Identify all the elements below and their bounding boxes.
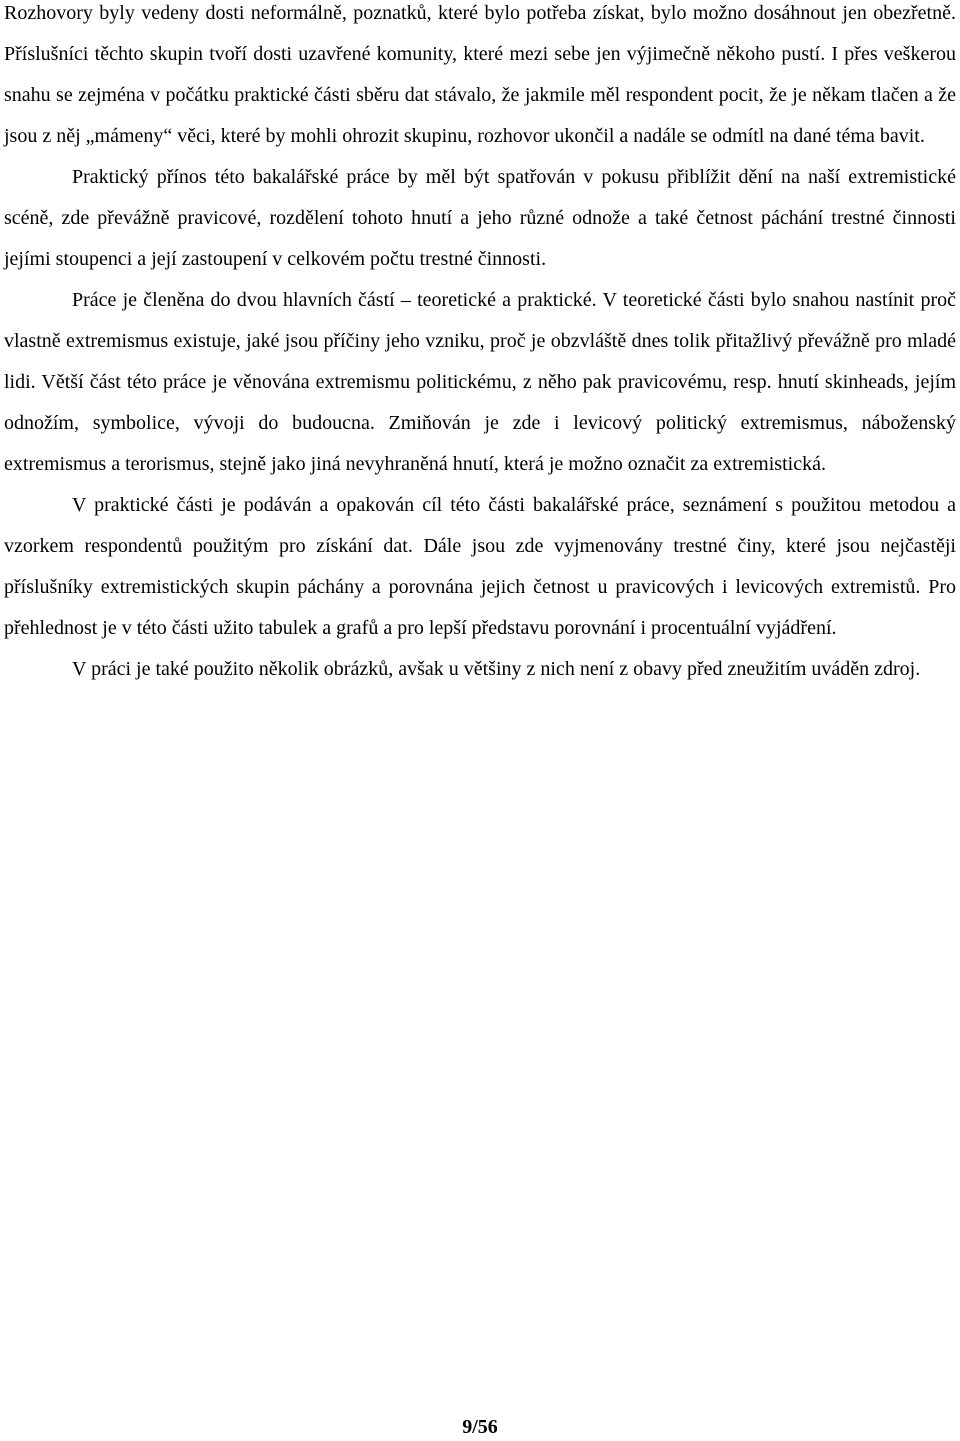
body-text [4,0,956,690]
paragraph-images-note: V práci je také použito několik obrázků, avšak u většiny z nich není z obavy před zneužitím uváděn zdroj. [72,658,921,680]
document-page [4,0,956,1440]
paragraph-structure: Práce je členěna do dvou hlavních částí – teoretické a praktické. V teoretické části bylo snahou nastínit proč vlastně extremismus existuje, jaké jsou příčiny jeho vzniku, proč je obzvláště dnes tolik přitažlivý převážně pro mladé lidi. Větší část této práce je věnována extremismu politickému, z něho pak pravicovému, resp. hnutí skinheads, jejím odnožím, symbolice, vývoji do budoucna. Zmiňován je zde i levicový politický extremismus, náboženský extremismus a terorismus, stejně jako jiná nevyhraněná hnutí, která je možno označit za extremistická. [4,289,956,475]
paragraph-interviews: Rozhovory byly vedeny dosti neformálně, poznatků, které bylo potřeba získat, bylo možno dosáhnout jen obezřetně. Příslušníci těchto skupin tvoří dosti uzavřené komunity, které mezi sebe jen výjimečně někoho pustí. I přes veškerou snahu se zejména v počátku praktické části sběru dat stávalo, že jakmile měl respondent pocit, že je někam tlačen a že jsou z něj „mámeny“ věci, které by mohli ohrozit skupinu, rozhovor ukončil a nadále se odmítl na dané téma bavit. [4,2,956,147]
page-number: 9/56 [462,1416,498,1438]
paragraph-practical-part: V praktické části je podáván a opakován cíl této části bakalářské práce, seznámení s použitou metodou a vzorkem respondentů použitým pro získání dat. Dále jsou zde vyjmenovány trestné činy, které jsou nejčastěji příslušníky extremistických skupin páchány a porovnána jejich četnost u pravicových i levicových extremistů. Pro přehlednost je v této části užito tabulek a grafů a pro lepší představu porovnání i procentuální vyjádření. [4,494,956,639]
paragraph-practical-benefit: Praktický přínos této bakalářské práce by měl být spatřován v pokusu přiblížit dění na naší extremistické scéně, zde převážně pravicové, rozdělení tohoto hnutí a jeho různé odnože a také četnost páchání trestné činnosti jejími stoupenci a její zastoupení v celkovém počtu trestné činnosti. [4,166,956,270]
